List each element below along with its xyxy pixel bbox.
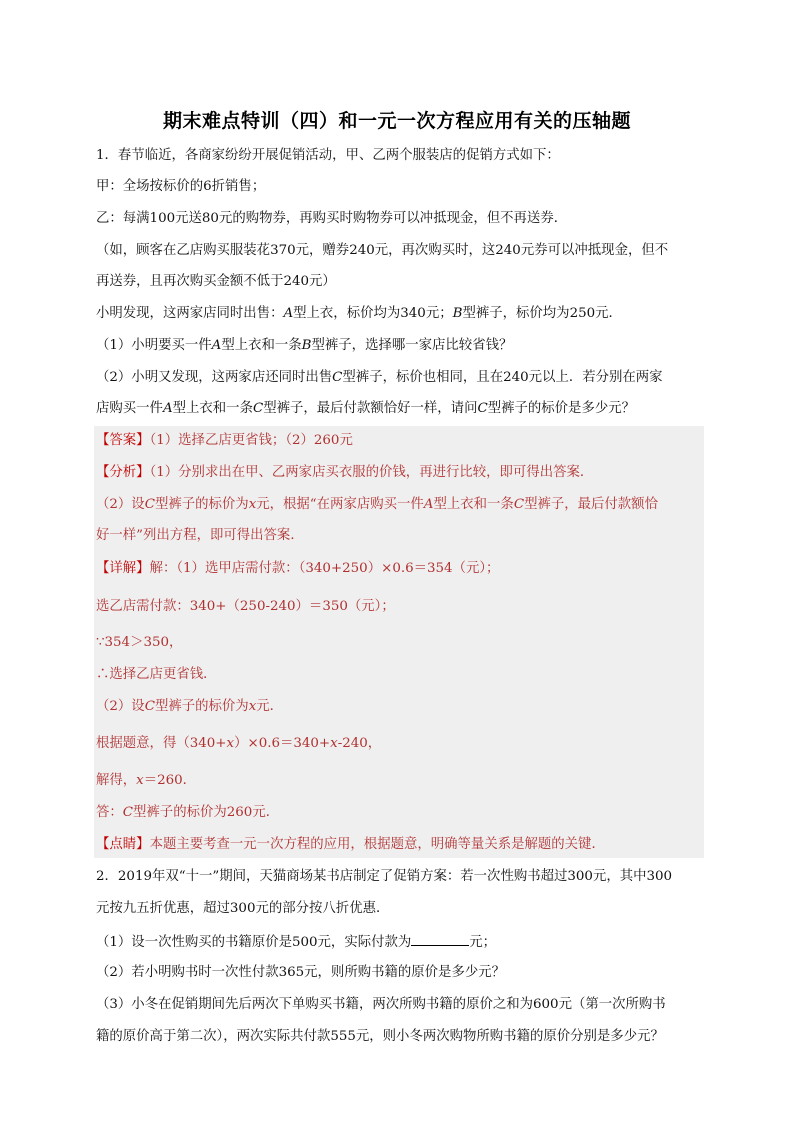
q1-line-3: 乙：每满100元送80元的购物券，再购买时购物券可以冲抵现金，但不再送券． <box>96 211 568 226</box>
q2-line-1: 2．2019年双“十一”期间，天猫商场某书店制定了促销方案：若一次性购书超过300元，其中300 <box>96 869 673 884</box>
detail-line-2: 选乙店需付款：340+（250-240）＝350（元）； <box>96 599 395 614</box>
answer-line: 【答案】（1）选择乙店更省钱；（2）260元 <box>96 433 353 448</box>
comment-line: 【点睛】本题主要考查一元一次方程的应用，根据题意，明确等量关系是解题的关键． <box>96 837 605 852</box>
q1-line-6: 小明发现，这两家店同时出售：A型上衣，标价均为340元；B型裤子，标价均为250元． <box>96 306 622 321</box>
detail-line-4: ∴选择乙店更省钱． <box>96 667 217 682</box>
q2-line-2: 元按九五折优惠，超过300元的部分按八折优惠． <box>96 901 390 916</box>
page-title: 期末难点特训（四）和一元一次方程应用有关的压轴题 <box>162 110 631 132</box>
q2-part-2: （2）若小明购书时一次性付款365元，则所购书籍的原价是多少元？ <box>96 965 506 980</box>
analysis-line-1: 【分析】（1）分别求出在甲、乙两家店买衣服的价钱，再进行比较，即可得出答案． <box>96 465 594 480</box>
detail-line-3: ∵354＞350， <box>96 635 183 650</box>
q1-line-4: （如，顾客在乙店购买服装花370元，赠券240元，再次购买时，这240元券可以冲抵现金，但不 <box>96 243 669 258</box>
q1-part-2-line-1: （2）小明又发现，这两家店还同时出售C型裤子，标价也相同，且在240元以上．若分别在两家 <box>96 370 663 385</box>
q1-line-5: 再送券，且再次购买金额不低于240元） <box>96 274 336 289</box>
answer-blank[interactable] <box>411 931 469 946</box>
q1-part-1: （1）小明要买一件A型上衣和一条B型裤子，选择哪一家店比较省钱？ <box>96 338 513 353</box>
q1-line-2: 甲：全场按标价的6折销售； <box>96 179 266 194</box>
q2-part-3-line-2: 籍的原价高于第二次），两次实际共付款555元，则小冬两次购物所购书籍的原价分别是多少元？ <box>96 1029 664 1044</box>
analysis-line-2: （2）设C型裤子的标价为x元，根据“在两家店购买一件A型上衣和一条C型裤子，最后付款额恰 <box>96 497 658 512</box>
detail-line-1: 【详解】解：（1）选甲店需付款：（340+250）×0.6＝354（元）； <box>96 561 500 576</box>
q2-part-1: （1）设一次性购买的书籍原价是500元，实际付款为 元； <box>96 931 706 953</box>
detail-line-8: 答：C型裤子的标价为260元． <box>96 805 280 820</box>
q2-part-3-line-1: （3）小冬在促销期间先后两次下单购买书籍，两次所购书籍的原价之和为600元（第一次所购书 <box>96 997 666 1012</box>
detail-line-6: 根据题意，得（340+x）×0.6＝340+x-240， <box>96 736 382 751</box>
q1-line-1: 1．春节临近，各商家纷纷开展促销活动，甲、乙两个服装店的促销方式如下： <box>96 148 560 163</box>
detail-line-7: 解得，x＝260． <box>96 773 197 788</box>
detail-line-5: （2）设C型裤子的标价为x元． <box>96 699 284 714</box>
analysis-line-3: 好一样”列出方程，即可得出答案． <box>96 528 304 543</box>
q1-part-2-line-2: 店购买一件A型上衣和一条C型裤子，最后付款额恰好一样，请问C型裤子的标价是多少元？ <box>96 401 636 416</box>
